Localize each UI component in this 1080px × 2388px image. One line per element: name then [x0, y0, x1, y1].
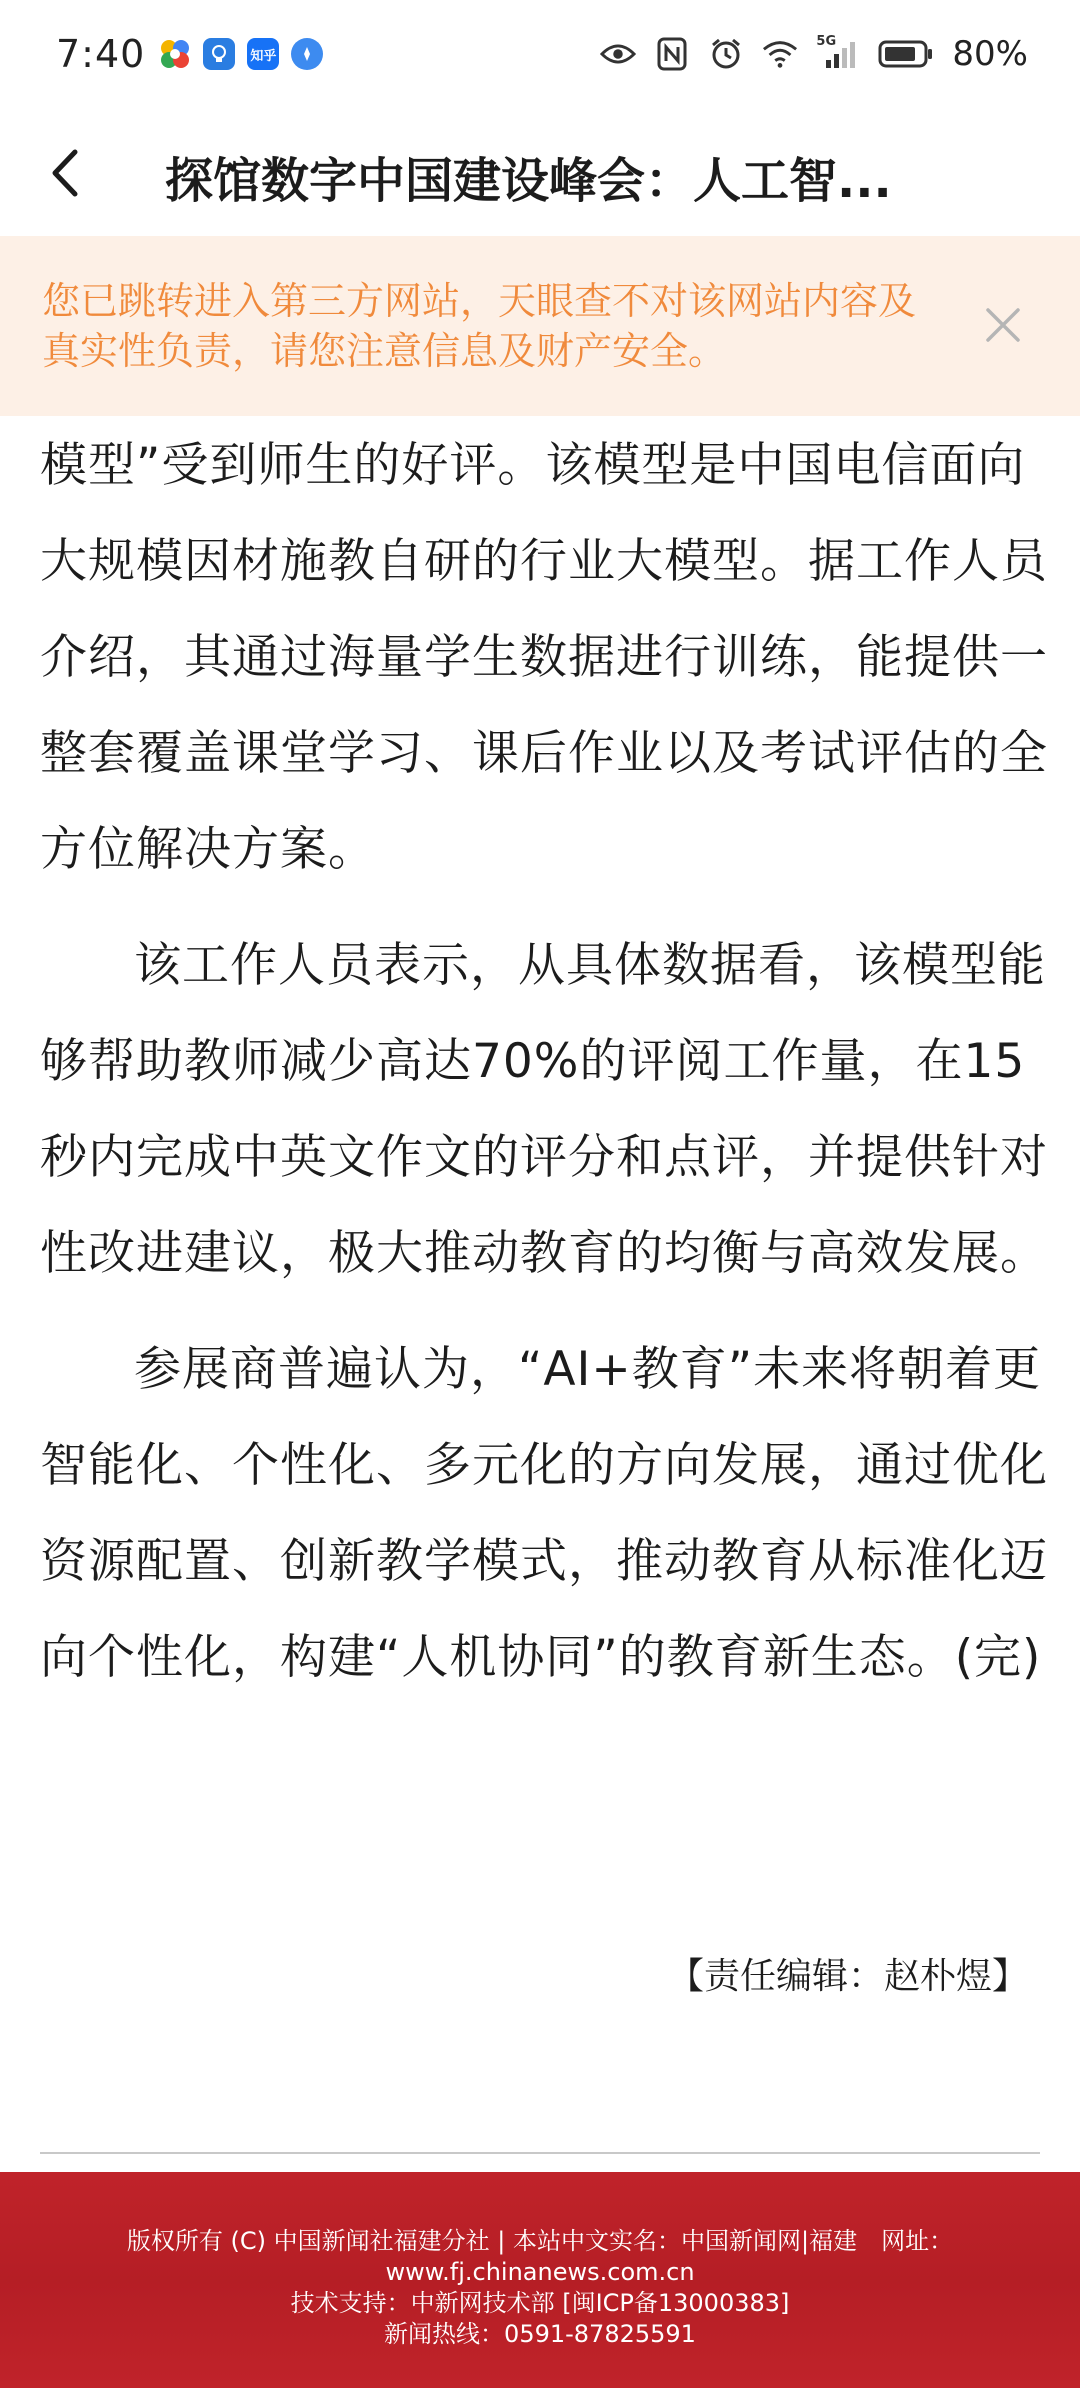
notice-close-button[interactable] [978, 300, 1028, 350]
footer-divider [40, 2152, 1040, 2154]
nfc-icon [654, 36, 690, 72]
close-icon [978, 300, 1028, 350]
article-body [40, 418, 1050, 1726]
article-paragraph: 模型”受到师生的好评。该模型是中国电信面向大规模因材施教自研的行业大模型。据工作人员介绍，其通过海量学生数据进行训练，能提供一整套覆盖课堂学习、课后作业以及考试评估的全方位解决方案。 [40, 438, 1048, 877]
zhihu-icon: 知乎 [247, 38, 279, 70]
lightbulb-icon [203, 38, 235, 70]
news-hotline: 新闻热线：0591-87825591 [384, 2320, 696, 2348]
status-time: 7:40 [56, 32, 146, 76]
alarm-icon [708, 36, 744, 72]
pinwheel-icon [159, 38, 191, 70]
copyright-line: 版权所有 (C) 中国新闻社福建分社 | 本站中文实名：中国新闻网|福建 网址： [126, 2227, 954, 2255]
network-type-label: 5G [816, 34, 837, 49]
tech-support-line: 技术支持：中新网技术部 [闽ICP备13000383] [290, 2289, 790, 2317]
compass-icon [291, 38, 323, 70]
site-footer [0, 2172, 1080, 2388]
wifi-icon [762, 36, 798, 72]
page-title: 探馆数字中国建设峰会：人工智... [165, 153, 892, 209]
battery-level: 80% [952, 34, 1028, 74]
site-url-link[interactable]: www.fj.chinanews.com.cn [385, 2258, 695, 2286]
notice-text: 您已跳转进入第三方网站，天眼查不对该网站内容及真实性负责，请您注意信息及财产安全。 [42, 279, 917, 373]
back-arrow-icon [45, 148, 85, 198]
nav-header [0, 108, 1080, 236]
status-indicators [600, 34, 1028, 74]
article-paragraph: 参展商普遍认为，“AI+教育”未来将朝着更智能化、个性化、多元化的方向发展，通过优化资源配置、创新教学模式，推动教育从标准化迈向个性化，构建“人机协同”的教育新生态。(完) [40, 1342, 1048, 1685]
battery-icon [878, 36, 934, 72]
status-app-icons [159, 38, 323, 70]
back-button[interactable] [30, 138, 100, 208]
cellular-signal-icon [816, 36, 860, 72]
responsible-editor: 【责任编辑：赵朴煜】 [667, 1956, 1028, 1997]
article-paragraph: 该工作人员表示，从具体数据看，该模型能够帮助教师减少高达70%的评阅工作量，在15秒内完成中英文作文的评分和点评，并提供针对性改进建议，极大推动教育的均衡与高效发展。 [40, 938, 1048, 1281]
status-bar [0, 0, 1080, 108]
eye-icon [600, 36, 636, 72]
third-party-notice-banner [0, 236, 1080, 416]
